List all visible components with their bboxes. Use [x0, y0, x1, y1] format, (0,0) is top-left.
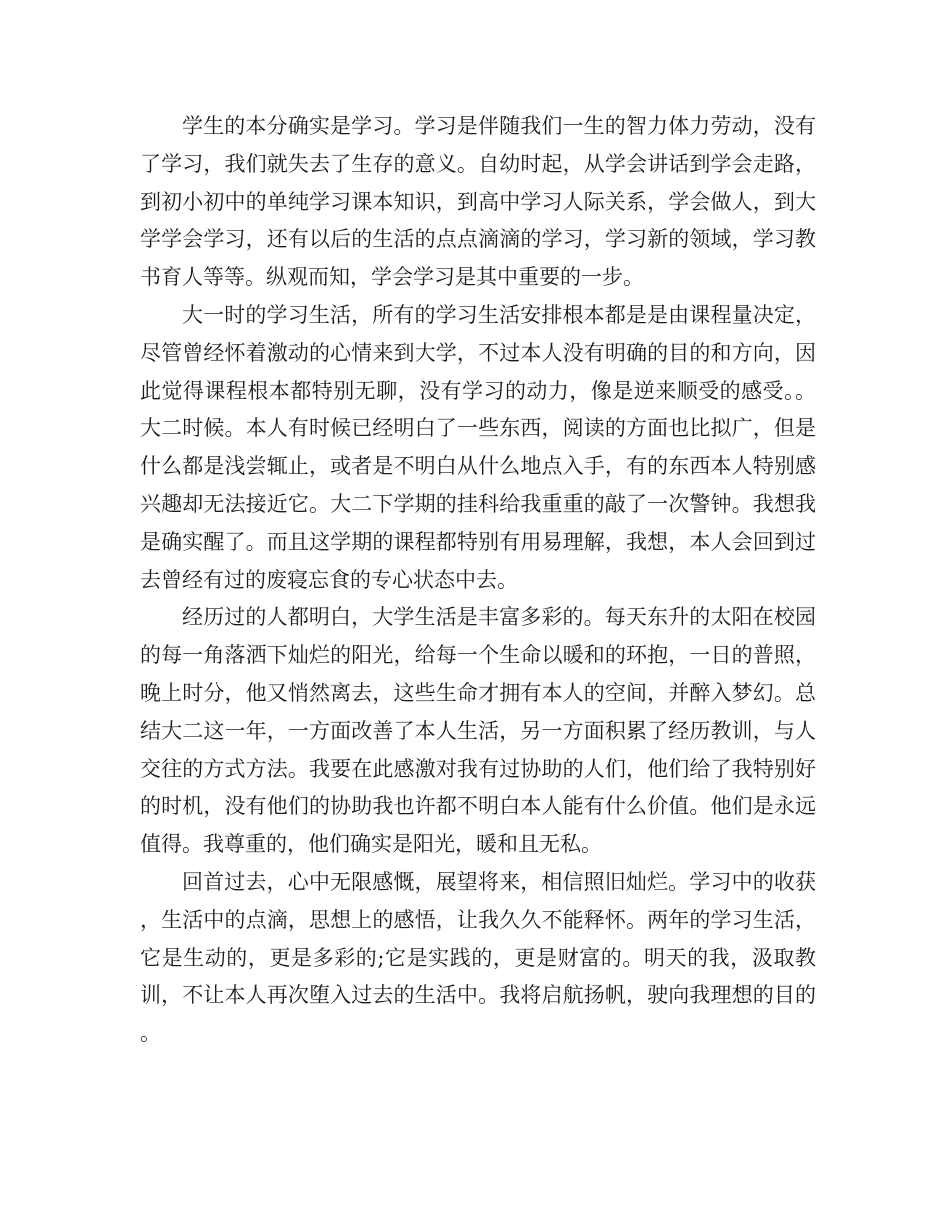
paragraph-campus-life: 经历过的人都明白，大学生活是丰富多彩的。每天东升的太阳在校园的每一角落洒下灿烂的阳光，给每一个生命以暖和的环抱，一日的普照，晚上时分，他又悄然离去，这些生命才拥有本人的空间，并醉入梦幻。总结大二这一年，一方面改善了本人生活，另一方面积累了经历教训，与人交往的方式方法。我要在此感激对我有过协助的人们，他们给了我特别好的时机，没有他们的协助我也许都不明白本人能有什么价值。他们是永远值得。我尊重的，他们确实是阳光，暖和且无私。 — [140, 605, 816, 857]
document-body — [140, 108, 816, 1053]
paragraph-university-years: 大一时的学习生活，所有的学习生活安排根本都是是由课程量决定，尽管曾经怀着激动的心情来到大学，不过本人没有明确的目的和方向，因此觉得课程根本都特别无聊，没有学习的动力，像是逆来顺受的感受。。大二时候。本人有时候已经明白了一些东西，阅读的方面也比拟广，但是什么都是浅尝辄止，或者是不明白从什么地点入手，有的东西本人特别感兴趣却无法接近它。大二下学期的挂科给我重重的敲了一次警钟。我想我是确实醒了。而且这学期的课程都特别有用易理解，我想，本人会回到过去曾经有过的废寝忘食的专心状态中去。 — [140, 302, 816, 592]
paragraph-conclusion: 回首过去，心中无限感慨，展望将来，相信照旧灿烂。学习中的收获，生活中的点滴，思想上的感悟，让我久久不能释怀。两年的学习生活，它是生动的，更是多彩的;它是实践的，更是财富的。明天的我，汲取教训，不让本人再次堕入过去的生活中。我将启航扬帆，驶向我理想的目的。 — [140, 869, 816, 1046]
paragraph-study-importance: 学生的本分确实是学习。学习是伴随我们一生的智力体力劳动，没有了学习，我们就失去了生存的意义。自幼时起，从学会讲话到学会走路，到初小初中的单纯学习课本知识，到高中学习人际关系，学会做人，到大学学会学习，还有以后的生活的点点滴滴的学习，学习新的领域，学习教书育人等等。纵观而知，学会学习是其中重要的一步。 — [140, 114, 816, 290]
